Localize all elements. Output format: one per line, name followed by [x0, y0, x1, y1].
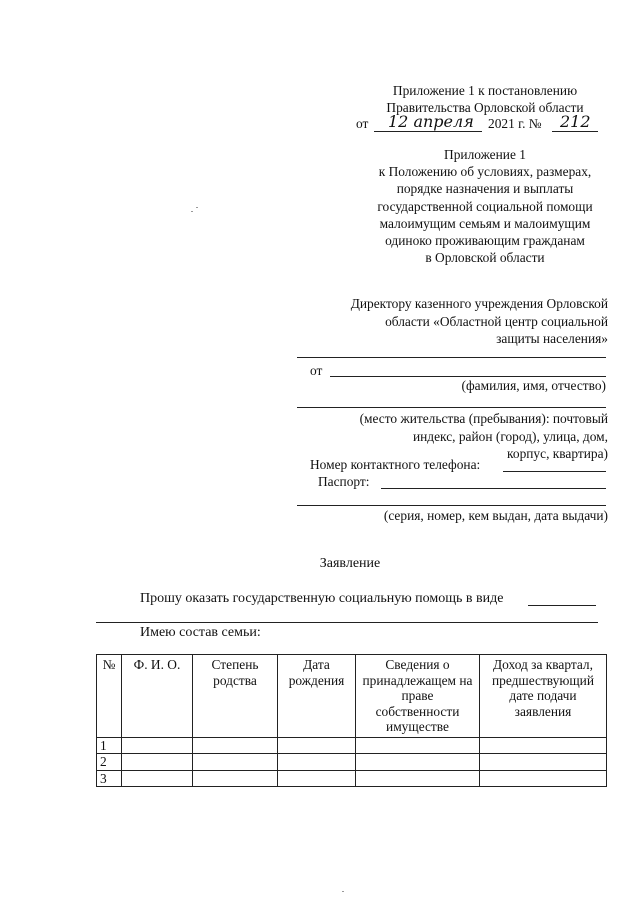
appendix-line-1: Приложение 1 к постановлению [392, 83, 578, 98]
appendix-line-2: Правительства Орловской области [386, 100, 584, 115]
residence-hint [300, 410, 608, 463]
cell-income[interactable] [480, 737, 607, 754]
scan-speck [342, 891, 344, 892]
table-header-row [97, 655, 607, 738]
passport-hint: (серия, номер, кем выдан, дата выдачи) [383, 508, 608, 523]
cell-income[interactable] [480, 754, 607, 771]
family-table [96, 654, 607, 787]
assistance-type-line [528, 605, 596, 606]
regulation-line: Приложение 1 [444, 147, 526, 162]
residence-hint-line: корпус, квартира) [507, 446, 608, 461]
statement-title: Заявление [319, 556, 381, 571]
passport-label: Паспорт: [318, 474, 370, 489]
cell-property[interactable] [356, 737, 480, 754]
regulation-line: одиноко проживающим гражданам [385, 233, 585, 249]
date-prefix: от [356, 116, 369, 131]
appendix-header [340, 82, 630, 116]
date-suffix: 2021 г. № [488, 116, 542, 131]
assistance-type-line-2 [96, 622, 598, 623]
table-row [97, 754, 607, 771]
residence-hint-line: (место жительства (пребывания): почтовый [359, 411, 608, 426]
residence-hint-line: индекс, район (город), улица, дом, [412, 428, 608, 444]
cell-name[interactable] [122, 770, 193, 787]
column-header-property: Сведения о принадлежащем на праве собственности имуществе [356, 655, 480, 738]
name-hint: (фамилия, имя, отчество) [461, 378, 606, 393]
regulation-reference [340, 146, 630, 266]
cell-relation[interactable] [193, 770, 278, 787]
blank-line-1 [297, 357, 606, 358]
phone-label: Номер контактного телефона: [310, 457, 481, 472]
applicant-name-line [330, 376, 606, 377]
column-header-number: № [97, 655, 122, 738]
column-header-income: Доход за квартал, предшествующий дате подачи заявления [480, 655, 607, 738]
regulation-line: государственной социальной помощи [377, 198, 593, 214]
column-header-relation: Степень родства [193, 655, 278, 738]
residence-line [297, 407, 606, 408]
from-label: от [310, 363, 323, 378]
date-underline [374, 131, 482, 132]
handwritten-date: 12 апреля [388, 112, 474, 131]
resolution-date-line [356, 112, 616, 138]
handwritten-number: 212 [560, 112, 591, 131]
cell-relation[interactable] [193, 737, 278, 754]
cell-relation[interactable] [193, 754, 278, 771]
family-label: Имею состав семьи: [140, 625, 261, 640]
addressee-line: Директору казенного учреждения Орловской [350, 296, 608, 311]
scan-speck [196, 207, 198, 208]
row-number: 1 [97, 737, 122, 754]
passport-line-2 [297, 505, 606, 506]
cell-birth-date[interactable] [278, 770, 356, 787]
row-number: 3 [97, 770, 122, 787]
cell-name[interactable] [122, 754, 193, 771]
cell-income[interactable] [480, 770, 607, 787]
cell-property[interactable] [356, 754, 480, 771]
regulation-line: малоимущим семьям и малоимущим [379, 215, 591, 231]
table-row [97, 737, 607, 754]
addressee-line: защиты населения» [496, 331, 608, 346]
column-header-name: Ф. И. О. [122, 655, 193, 738]
row-number: 2 [97, 754, 122, 771]
scan-speck [191, 211, 193, 212]
addressee-block [280, 295, 608, 348]
regulation-line: в Орловской области [425, 250, 545, 266]
cell-name[interactable] [122, 737, 193, 754]
column-header-birth-date: Дата рождения [278, 655, 356, 738]
passport-line [381, 488, 606, 489]
cell-property[interactable] [356, 770, 480, 787]
regulation-line: порядке назначения и выплаты [396, 181, 574, 197]
regulation-line: к Положению об условиях, размерах, [378, 164, 592, 180]
cell-birth-date[interactable] [278, 754, 356, 771]
cell-birth-date[interactable] [278, 737, 356, 754]
phone-line [503, 471, 606, 472]
number-underline [552, 131, 598, 132]
request-text: Прошу оказать государственную социальную помощь в виде [140, 591, 504, 606]
table-row [97, 770, 607, 787]
addressee-line: области «Областной центр социальной [385, 313, 608, 329]
